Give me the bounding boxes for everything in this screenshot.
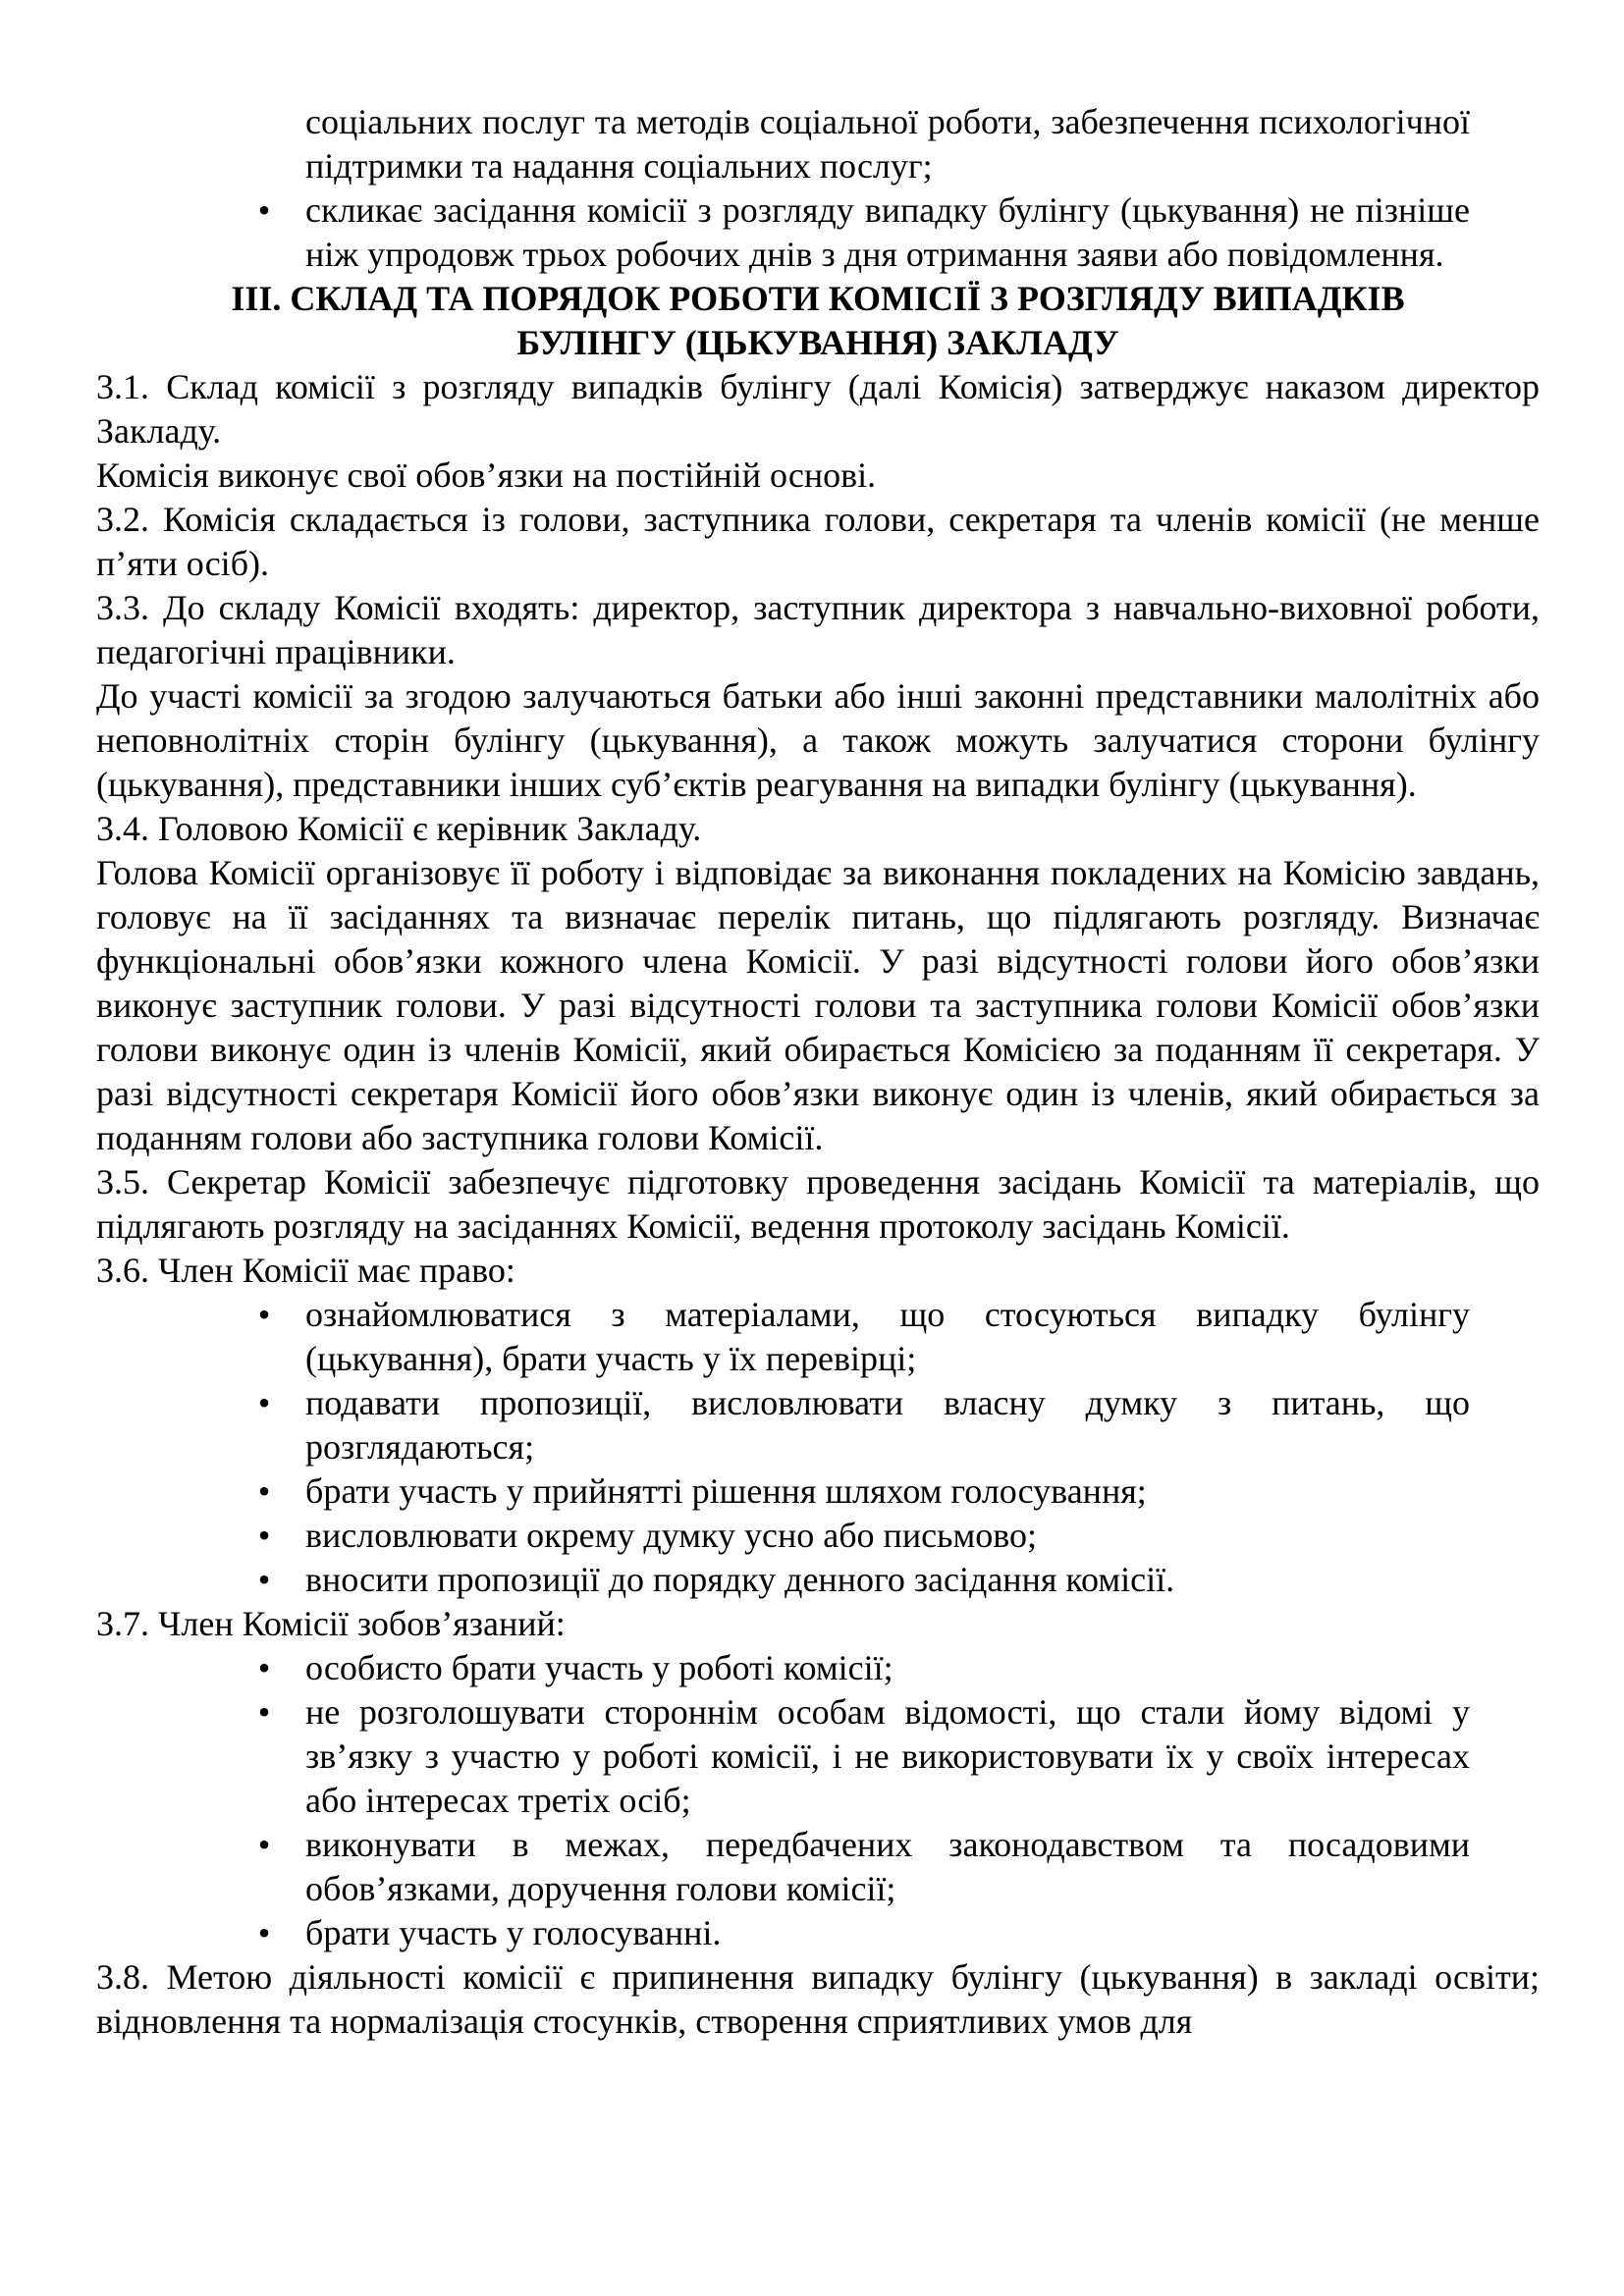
- list-item: [257, 1823, 1470, 1911]
- list-item-text: брати участь у прийнятті рішення шляхом голосування;: [305, 1471, 1147, 1511]
- list-item-text: особисто брати участь у роботі комісії;: [305, 1648, 893, 1687]
- list-item: [257, 1514, 1470, 1558]
- paragraph-3-2: 3.2. Комісія складається із голови, заступника голови, секретаря та членів комісії (не менше п’яти осіб).: [96, 500, 1540, 583]
- list-item: [257, 1646, 1470, 1690]
- list-item-text: подавати пропозиції, висловлювати власну думку з питань, що розглядаються;: [305, 1383, 1470, 1467]
- list-item-text: виконувати в межах, передбачених законодавством та посадовими обов’язками, доручення голови комісії;: [305, 1825, 1470, 1908]
- bullet-marker: •: [257, 1913, 271, 1952]
- list-item: [257, 1558, 1470, 1602]
- paragraph: Голова Комісії організовує її роботу і відповідає за виконання покладених на Комісію завдань, головує на її засіданнях та визначає перелік питань, що підлягають розгляду. Визначає функціональні обов’язки кожного члена Комісії. У разі відсутності голови його обов’язки виконує заступник голови. У разі відсутності голови та заступника голови Комісії обов’язки голови виконує один із членів Комісії, який обирається Комісією за поданням її секретаря. У разі відсутності секретаря Комісії його обов’язки виконує один із членів, який обирається за поданням голови або заступника голови Комісії.: [96, 853, 1540, 1157]
- paragraph-3-5: 3.5. Секретар Комісії забезпечує підготовку проведення засідань Комісії та матеріалів, що підлягають розгляду на засіданнях Комісії, ведення протоколу засідань Комісії.: [96, 1162, 1540, 1246]
- list-item: [305, 100, 1470, 188]
- paragraph: До участі комісії за згодою залучаються батьки або інші законні представники малолітніх або неповнолітніх сторін булінгу (цькування), а також можуть залучатися сторони булінгу (цькування), представники інших суб’єктів реагування на випадки булінгу (цькування).: [96, 676, 1540, 804]
- list-item-text: не розголошувати стороннім особам відомості, що стали йому відомі у зв’язку з участю у роботі комісії, і не використовувати їх у своїх інтересах або інтересах третіх осіб;: [305, 1692, 1470, 1820]
- paragraph-3-6: 3.6. Член Комісії має право:: [96, 1251, 515, 1290]
- paragraph-3-3: 3.3. До складу Комісії входять: директор, заступник директора з навчально-виховної роботи, педагогічні працівники.: [96, 588, 1540, 671]
- bullet-marker: •: [257, 1692, 271, 1732]
- bullet-marker: •: [257, 1560, 271, 1599]
- section-title: III. СКЛАД ТА ПОРЯДОК РОБОТИ КОМІСІЇ З РОЗГЛЯДУ ВИПАДКІВ БУЛІНГУ (ЦЬКУВАННЯ) ЗАКЛАДУ: [231, 279, 1405, 362]
- bullet-marker: •: [257, 190, 271, 230]
- paragraph-3-1: 3.1. Склад комісії з розгляду випадків булінгу (далі Комісія) затверджує наказом директор Закладу.: [96, 367, 1540, 451]
- bullet-marker: •: [257, 1471, 271, 1511]
- list-item: [257, 1293, 1470, 1381]
- bullet-marker: •: [257, 1648, 271, 1687]
- list-item-text: скликає засідання комісії з розгляду випадку булінгу (цькування) не пізніше ніж упродовж трьох робочих днів з дня отримання заяви або повідомлення.: [305, 190, 1470, 274]
- list-item-text: висловлювати окрему думку усно або письмово;: [305, 1516, 1038, 1555]
- document-body: [96, 100, 1540, 2044]
- list-item: [257, 1911, 1470, 1955]
- list-item-text: брати участь у голосуванні.: [305, 1913, 722, 1952]
- list-item: [257, 1469, 1470, 1514]
- paragraph-3-7: 3.7. Член Комісії зобов’язаний:: [96, 1604, 566, 1643]
- list-item: [257, 1690, 1470, 1823]
- list-item-text: вносити пропозиції до порядку денного засідання комісії.: [305, 1560, 1175, 1599]
- bullet-marker: •: [257, 1825, 271, 1864]
- bullet-marker: •: [257, 1516, 271, 1555]
- list-item-text: ознайомлюватися з матеріалами, що стосуються випадку булінгу (цькування), брати участь у їх перевірці;: [305, 1295, 1470, 1378]
- bullet-marker: •: [257, 1295, 271, 1334]
- paragraph: Комісія виконує свої обов’язки на постійній основі.: [96, 455, 877, 495]
- list-item: [257, 188, 1470, 277]
- paragraph-3-4: 3.4. Головою Комісії є керівник Закладу.: [96, 809, 702, 848]
- bullet-marker: •: [257, 1383, 271, 1422]
- paragraph-3-8: 3.8. Метою діяльності комісії є припинення випадку булінгу (цькування) в закладі освіти; відновлення та нормалізація стосунків, створення сприятливих умов для: [96, 1957, 1540, 2041]
- list-item: [257, 1381, 1470, 1469]
- list-item-text: соціальних послуг та методів соціальної роботи, забезпечення психологічної підтримки та надання соціальних послуг;: [305, 102, 1470, 186]
